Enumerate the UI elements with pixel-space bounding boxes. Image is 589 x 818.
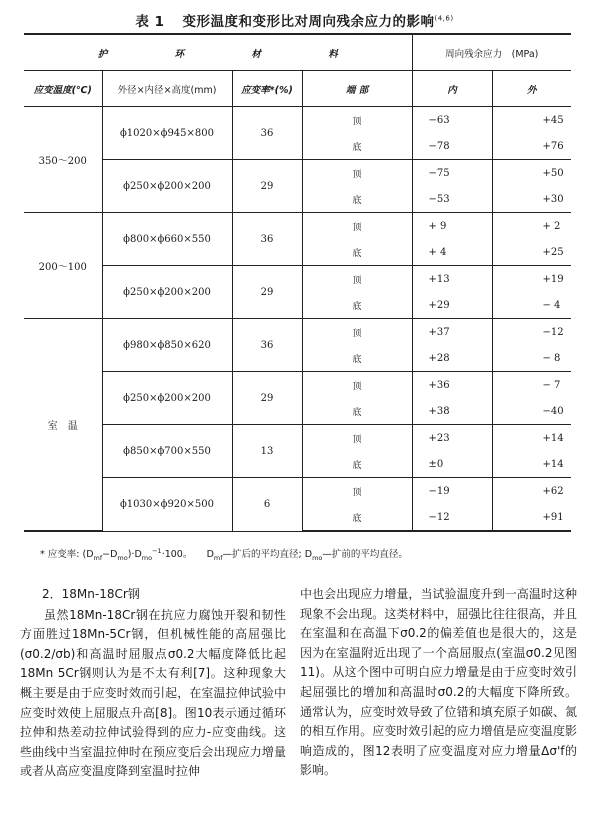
footnote-sub: mo [312,553,323,562]
table-caption: 变形温度和变形比对周向残余应力的影响 [182,14,435,30]
position-cell: 顶 [302,266,412,293]
outer-stress-cell: +30 [492,186,571,213]
position-cell: 底 [302,398,412,425]
position-cell: 底 [302,345,412,372]
outer-stress-cell: +45 [492,107,571,134]
inner-stress-cell: + 4 [412,239,492,266]
table-number: 表 1 [135,14,165,30]
position-cell: 顶 [302,478,412,505]
temp-cell: 室 温 [24,319,102,532]
inner-stress-cell: +29 [412,292,492,319]
inner-stress-cell: −78 [412,133,492,160]
outer-stress-cell: +14 [492,425,571,452]
table-title [0,10,589,30]
strain-cell: 29 [232,266,302,319]
inner-stress-cell: −12 [412,504,492,531]
table-row [24,478,571,505]
dims-cell: ϕ1020×ϕ945×800 [102,107,232,160]
inner-stress-cell: ±0 [412,451,492,478]
footnote-text: —扩后的平均直径; D [222,549,313,560]
residual-stress-table [24,33,571,532]
footnote-sub: mo [117,553,128,562]
inner-stress-cell: −19 [412,478,492,505]
table-row [24,372,571,399]
outer-stress-cell: +14 [492,451,571,478]
position-cell: 底 [302,186,412,213]
outer-stress-cell: +19 [492,266,571,293]
header-inner: 内 [412,71,492,107]
inner-stress-cell: + 9 [412,213,492,240]
outer-stress-cell: + 2 [492,213,571,240]
inner-stress-cell: +28 [412,345,492,372]
body-paragraph-right: 中也会出现应力增量，当试验温度升到一高温时这种现象不会出现。这类材料中，屈强比往往很高，并且在室温和在高温下σ0.2的偏差值也是很大的，这是因为在室温附近出现了一个高屈服点(室温σ0.2见图11)。从这个图中可明白应力增量是由于应变时效引起屈强比的增加和高温时σ0.2的大幅度下降所致。通常认为，应变时效导致了位错和填充原子如碳、氮的相互作用。应变时效引起的应力增值是应变温度影响造成的，图12表明了应变温度对应力增量Δσ'f的影响。 [300,587,577,778]
outer-stress-cell: − 8 [492,345,571,372]
section-heading: 2．18Mn-18Cr钢 [42,587,140,601]
position-cell: 底 [302,504,412,531]
table-row [24,160,571,187]
footnote-text: −D [102,549,118,560]
table-row [24,266,571,293]
strain-cell: 29 [232,160,302,213]
position-cell: 顶 [302,213,412,240]
dims-cell: ϕ980×ϕ850×620 [102,319,232,372]
table-ref: (4,6) [434,14,454,23]
table-row [24,425,571,452]
inner-stress-cell: +13 [412,266,492,293]
outer-stress-cell: − 4 [492,292,571,319]
header-temp: 应变温度(℃) [24,71,102,107]
inner-stress-cell: +38 [412,398,492,425]
outer-stress-cell: +50 [492,160,571,187]
footnote-text: )·D [127,549,142,560]
table-row [24,107,571,134]
temp-cell: 350～200 [24,107,102,213]
table-footnote [40,546,408,562]
footnote-text: ·100。 D [161,549,214,560]
footnote-text: —扩前的平均直径。 [322,549,408,560]
footnote-sub: mf [93,553,103,562]
inner-stress-cell: −63 [412,107,492,134]
footnote-text: * 应变率: (D [40,549,94,560]
header-material: 护 环 材 料 [24,34,412,71]
dims-cell: ϕ1030×ϕ920×500 [102,478,232,532]
position-cell: 底 [302,239,412,266]
footnote-sup: −1 [152,546,162,555]
position-cell: 顶 [302,107,412,134]
outer-stress-cell: − 7 [492,372,571,399]
position-cell: 底 [302,133,412,160]
header-dims: 外径×内径×高度(mm) [102,71,232,107]
outer-stress-cell: −40 [492,398,571,425]
strain-cell: 36 [232,319,302,372]
outer-stress-cell: −12 [492,319,571,346]
strain-cell: 29 [232,372,302,425]
header-outer: 外 [492,71,571,107]
outer-stress-cell: +25 [492,239,571,266]
inner-stress-cell: +36 [412,372,492,399]
table-row [24,213,571,240]
position-cell: 底 [302,292,412,319]
outer-stress-cell: +91 [492,504,571,531]
dims-cell: ϕ250×ϕ200×200 [102,372,232,425]
inner-stress-cell: +37 [412,319,492,346]
position-cell: 顶 [302,425,412,452]
header-strain: 应变率*(%) [232,71,302,107]
dims-cell: ϕ250×ϕ200×200 [102,160,232,213]
dims-cell: ϕ800×ϕ660×550 [102,213,232,266]
table-row [24,319,571,346]
strain-cell: 13 [232,425,302,478]
outer-stress-cell: +62 [492,478,571,505]
position-cell: 底 [302,451,412,478]
footnote-sub: mo [141,553,153,562]
inner-stress-cell: −53 [412,186,492,213]
header-position: 端 部 [302,71,412,107]
dims-cell: ϕ250×ϕ200×200 [102,266,232,319]
strain-cell: 36 [232,213,302,266]
temp-cell: 200～100 [24,213,102,319]
outer-stress-cell: +76 [492,133,571,160]
position-cell: 顶 [302,372,412,399]
footnote-sub: mf [213,553,223,562]
body-column-left [20,585,286,782]
header-stress: 周向残余应力 (MPa) [412,34,571,71]
inner-stress-cell: +23 [412,425,492,452]
strain-cell: 36 [232,107,302,160]
strain-cell: 6 [232,478,302,532]
position-cell: 顶 [302,160,412,187]
body-paragraph-left: 虽然18Mn-18Cr钢在抗应力腐蚀开裂和韧性方面胜过18Mn-5Cr钢，但机械性能的高屈强比(σ0.2/σb)和高温时屈服点σ0.2大幅度降低比起18Mn 5Cr钢则认为是不太有利[7]。这种现象大概主要是由于应变时效而引起，在室温拉伸试验中应变时效使上屈服点升高[8]。图10表示通过循环拉伸和热差动拉伸试验得到的应力-应变曲线。这些曲线中当室温拉伸时在预应变后会出现应力增量或者从高应变温度降到室温时拉伸 [20,607,286,779]
position-cell: 顶 [302,319,412,346]
inner-stress-cell: −75 [412,160,492,187]
body-column-right [300,585,577,781]
dims-cell: ϕ850×ϕ700×550 [102,425,232,478]
